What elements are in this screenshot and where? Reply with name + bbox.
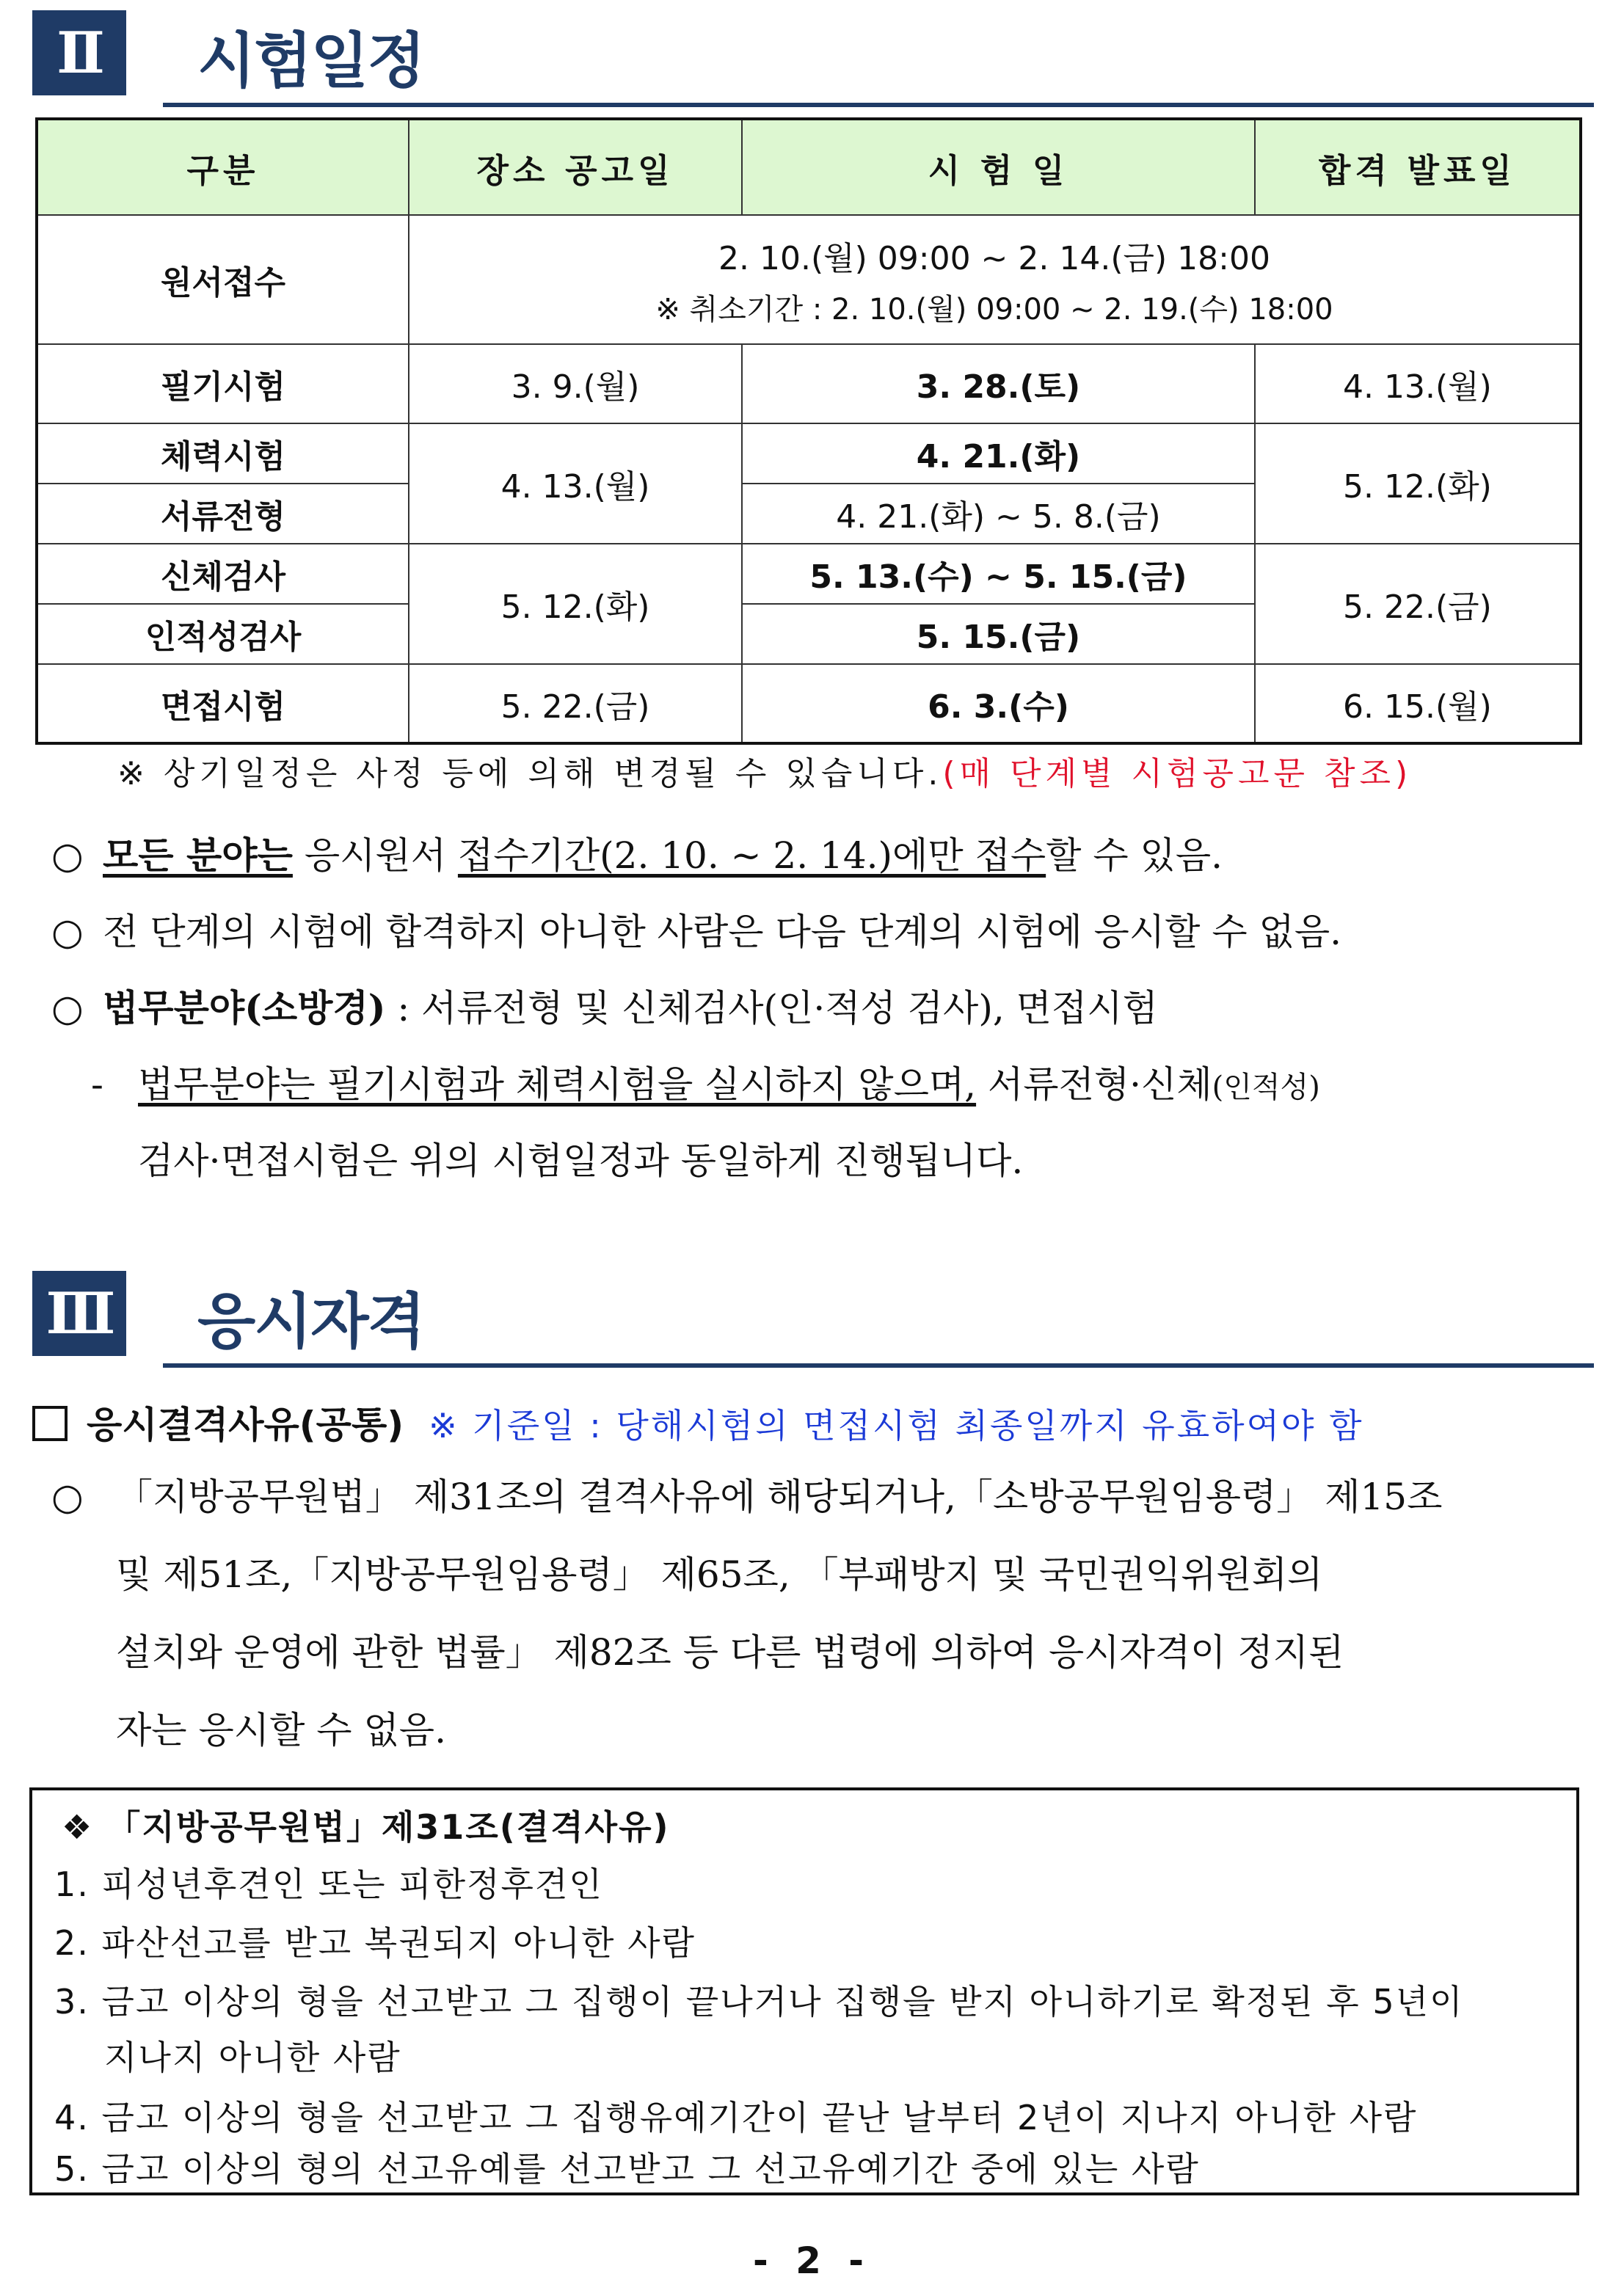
page-number: - 2 - [752,2239,872,2282]
section-header-eligibility [32,1271,1588,1366]
table-row-physical [37,423,1581,484]
sub-bullet-text: 서류전형·신체 [976,1063,1212,1106]
bullet-text-underlined: 모든 분야는 [103,834,293,877]
row-label: 체력시험 [37,423,409,484]
header-result-date: 합격 발표일 [1255,119,1581,215]
law-title: ❖ 「지방공무원법」제31조(결격사유) [62,1807,670,1847]
exam-date: 3. 28.(토) [742,344,1255,423]
header-venue-date: 장소 공고일 [409,119,742,215]
schedule-table [35,117,1582,745]
table-row-medical [37,544,1581,604]
schedule-note [117,747,1412,794]
note-red-text: (매 단계별 시험공고문 참조) [942,755,1413,792]
disqualification-heading [32,1396,1364,1448]
section-number-badge: Ⅲ [32,1271,126,1356]
exam-date: 5. 15.(금) [742,604,1255,664]
table-header-row [37,119,1581,215]
law-item: 2. 파산선고를 받고 복권되지 아니한 사람 [54,1923,696,1963]
bullet-text: : 서류전형 및 신체검사(인·적성 검사), 면접시험 [385,987,1158,1029]
law-item: 3. 금고 이상의 형을 선고받고 그 집행이 끝나거나 집행을 받지 아니하기로 확정된 후 5년이 [54,1982,1464,2022]
disq-line-3: 설치와 운영에 관한 법률」 제82조 등 다른 법령에 의하여 응시자격이 정지된 [116,1631,1344,1674]
disq-line-4: 자는 응시할 수 없음. [116,1709,446,1751]
result-date: 5. 22.(금) [1255,544,1581,664]
bullet-circle: ○ [51,834,84,877]
bullet-text: 전 단계의 시험에 합격하지 아니한 사람은 다음 단계의 시험에 응시할 수 없음. [103,911,1342,953]
row-label: 서류전형 [37,484,409,544]
section-title: 시험일정 [197,26,424,96]
disq-line-1 [51,1475,1442,1519]
disq-text: 「지방공무원법」 제31조의 결격사유에 해당되거나,「소방공무원임용령」 제15조 [116,1476,1443,1518]
section-title: 응시자격 [197,1287,424,1357]
bullet-text-underlined: 접수기간(2. 10. ~ 2. 14.)에만 접수 [457,834,1046,877]
sub-bullet-small: (인적성) [1212,1071,1320,1104]
venue-date: 5. 22.(금) [409,664,742,743]
disqualification-title: 응시결격사유(공통) [87,1404,404,1446]
disqualification-note: ※ 기준일 : 당해시험의 면접시험 최종일까지 유효하여야 함 [429,1406,1364,1446]
exam-date: 5. 13.(수) ~ 5. 15.(금) [742,544,1255,604]
sub-bullet-line2: 검사·면접시험은 위의 시험일정과 동일하게 진행됩니다. [138,1140,1024,1182]
row-label: 원서접수 [37,215,409,344]
dash-marker: - [91,1063,103,1106]
cancel-period: ※ 취소기간 : 2. 10.(월) 09:00 ~ 2. 19.(수) 18:00 [655,292,1333,327]
law-excerpt-box [29,1787,1579,2195]
table-row-application [37,215,1581,344]
venue-date: 4. 13.(월) [409,423,742,544]
result-date: 4. 13.(월) [1255,344,1581,423]
application-period-cell [409,215,1581,344]
sub-bullet-underlined: 법무분야는 필기시험과 체력시험을 실시하지 않으며, [138,1063,977,1106]
row-label: 인적성검사 [37,604,409,664]
venue-date: 5. 12.(화) [409,544,742,664]
law-item: 1. 피성년후견인 또는 피한정후견인 [54,1864,603,1904]
section-underline [163,103,1594,107]
section-number-badge: Ⅱ [32,10,126,95]
bullet-2 [51,910,1341,954]
row-label: 면접시험 [37,664,409,743]
sub-bullet [91,1062,1320,1109]
checkbox-square-icon [32,1406,68,1441]
law-item: 4. 금고 이상의 형을 선고받고 그 집행유예기간이 끝난 날부터 2년이 지나지 아니한 사람 [54,2098,1418,2137]
bullet-text: 할 수 있음. [1046,834,1223,877]
law-item: 5. 금고 이상의 형의 선고유예를 선고받고 그 선고유예기간 중에 있는 사람 [54,2149,1200,2189]
section-header-schedule [32,10,1588,106]
bullet-circle: ○ [51,1476,84,1518]
bullet-1 [51,834,1223,878]
bullet-circle: ○ [51,911,84,953]
exam-date: 4. 21.(화) ~ 5. 8.(금) [742,484,1255,544]
result-date: 6. 15.(월) [1255,664,1581,743]
application-period: 2. 10.(월) 09:00 ~ 2. 14.(금) 18:00 [718,239,1270,277]
law-item-continued: 지나지 아니한 사람 [104,2038,401,2077]
venue-date: 3. 9.(월) [409,344,742,423]
bullet-circle: ○ [51,987,84,1029]
result-date: 5. 12.(화) [1255,423,1581,544]
bullet-3 [51,986,1158,1030]
row-label: 필기시험 [37,344,409,423]
bullet-text: 응시원서 [292,834,458,877]
note-text: ※ 상기일정은 사정 등에 의해 변경될 수 있습니다. [117,755,943,792]
exam-date: 4. 21.(화) [742,423,1255,484]
header-exam-date: 시 험 일 [742,119,1255,215]
row-label: 신체검사 [37,544,409,604]
bullet-text-bold: 법무분야(소방경) [103,986,386,1029]
table-row-interview [37,664,1581,743]
section-underline [163,1363,1594,1368]
exam-date: 6. 3.(수) [742,664,1255,743]
header-category: 구분 [37,119,409,215]
table-row-written [37,344,1581,423]
disq-line-2: 및 제51조,「지방공무원임용령」 제65조, 「부패방지 및 국민권익위원회의 [116,1553,1323,1596]
